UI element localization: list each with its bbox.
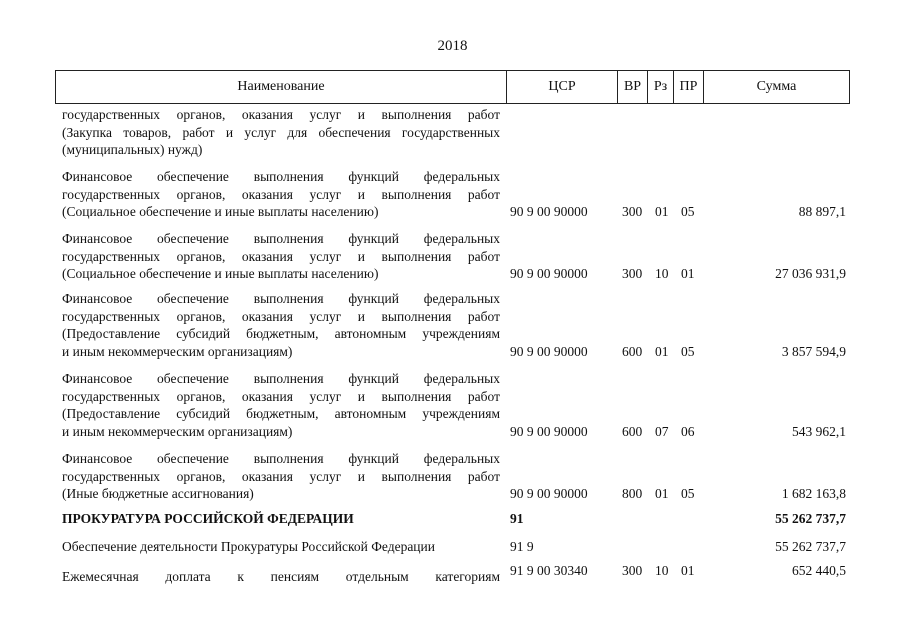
row-name (62, 230, 500, 283)
column-header-name: Наименование (56, 71, 507, 103)
row-rz: 10 (655, 266, 669, 281)
row-name-line: Финансовое обеспечение выполнения функций федеральных (62, 231, 500, 246)
row-pr: 05 (681, 343, 695, 359)
row-rz: 07 (655, 423, 669, 439)
row-name-line: государственных органов, оказания услуг и выполнения работ (62, 388, 500, 404)
row-sum: 55 262 737,7 (775, 511, 846, 526)
row-name-line: (муниципальных) нужд) (62, 142, 203, 157)
table-header (55, 70, 850, 104)
row-vr: 800 (622, 486, 643, 501)
row-name-line: (Закупка товаров, работ и услуг для обеспечения государственных (62, 124, 500, 140)
row-name (62, 106, 500, 159)
column-header-vr: ВР (618, 71, 648, 103)
row-name (62, 538, 500, 556)
row-name (62, 168, 500, 221)
row-rz: 01 (655, 486, 669, 501)
column-header-sum: Сумма (756, 79, 797, 94)
page-year: 2018 (437, 38, 468, 54)
row-rz: 10 (655, 563, 669, 578)
row-name-line: Финансовое обеспечение выполнения функций федеральных (62, 291, 500, 306)
row-name-line: государственных органов, оказания услуг и выполнения работ (62, 468, 500, 484)
row-name-line: ПРОКУРАТУРА РОССИЙСКОЙ ФЕДЕРАЦИИ (62, 511, 354, 526)
row-pr: 05 (681, 486, 695, 501)
row-csr: 91 9 (510, 539, 534, 554)
row-sum: 543 962,1 (792, 423, 846, 439)
row-name-line: Финансовое обеспечение выполнения функций федеральных (62, 451, 500, 466)
row-sum: 3 857 594,9 (781, 343, 846, 359)
row-name-line: (Предоставление субсидий бюджетным, автономным учреждениям (62, 406, 500, 421)
row-csr: 90 9 00 90000 (510, 343, 588, 359)
row-vr: 300 (622, 266, 643, 281)
row-name-line: Финансовое обеспечение выполнения функций федеральных (62, 169, 500, 184)
row-name-line: государственных органов, оказания услуг и выполнения работ (62, 248, 500, 264)
row-vr: 300 (622, 204, 643, 219)
row-pr: 05 (681, 204, 695, 219)
row-vr: 600 (622, 423, 643, 439)
row-name-line: Финансовое обеспечение выполнения функций федеральных (62, 371, 500, 386)
row-name (62, 510, 500, 528)
row-csr: 90 9 00 90000 (510, 486, 588, 501)
row-name-line: и иным некоммерческим организациям) (62, 423, 293, 439)
row-name-line: Обеспечение деятельности Прокуратуры Российской Федерации (62, 539, 435, 554)
row-name-line: (Иные бюджетные ассигнования) (62, 486, 254, 501)
row-name (62, 450, 500, 503)
row-sum: 1 682 163,8 (781, 486, 846, 501)
row-name-line: государственных органов, оказания услуг и выполнения работ (62, 308, 500, 324)
row-pr: 01 (681, 563, 695, 578)
row-name-line: (Социальное обеспечение и иные выплаты населению) (62, 266, 379, 281)
column-header-rz: Рз (648, 71, 674, 103)
row-csr: 90 9 00 90000 (510, 266, 588, 281)
row-name (62, 290, 500, 360)
row-sum: 27 036 931,9 (775, 266, 846, 281)
row-name-line: Ежемесячная доплата к пенсиям отдельным категориям (62, 569, 500, 584)
row-name (62, 370, 500, 440)
row-sum: 88 897,1 (798, 204, 846, 219)
row-sum: 55 262 737,7 (775, 539, 846, 554)
row-csr: 90 9 00 90000 (510, 423, 588, 439)
row-csr: 91 (510, 511, 524, 526)
row-vr: 600 (622, 343, 643, 359)
row-csr: 90 9 00 90000 (510, 204, 588, 219)
row-rz: 01 (655, 343, 669, 359)
row-sum: 652 440,5 (792, 563, 846, 578)
column-header-csr: ЦСР (507, 71, 618, 103)
row-name-line: (Предоставление субсидий бюджетным, автономным учреждениям (62, 326, 500, 341)
row-pr: 01 (681, 266, 695, 281)
column-header-pr: ПР (674, 71, 704, 103)
row-rz: 01 (655, 204, 669, 219)
row-vr: 300 (622, 563, 643, 578)
row-name (62, 568, 500, 586)
row-name-line: государственных органов, оказания услуг и выполнения работ (62, 186, 500, 202)
row-pr: 06 (681, 423, 695, 439)
row-name-line: государственных органов, оказания услуг и выполнения работ (62, 107, 500, 122)
row-name-line: (Социальное обеспечение и иные выплаты населению) (62, 204, 379, 219)
row-csr: 91 9 00 30340 (510, 563, 588, 578)
row-name-line: и иным некоммерческим организациям) (62, 343, 293, 359)
